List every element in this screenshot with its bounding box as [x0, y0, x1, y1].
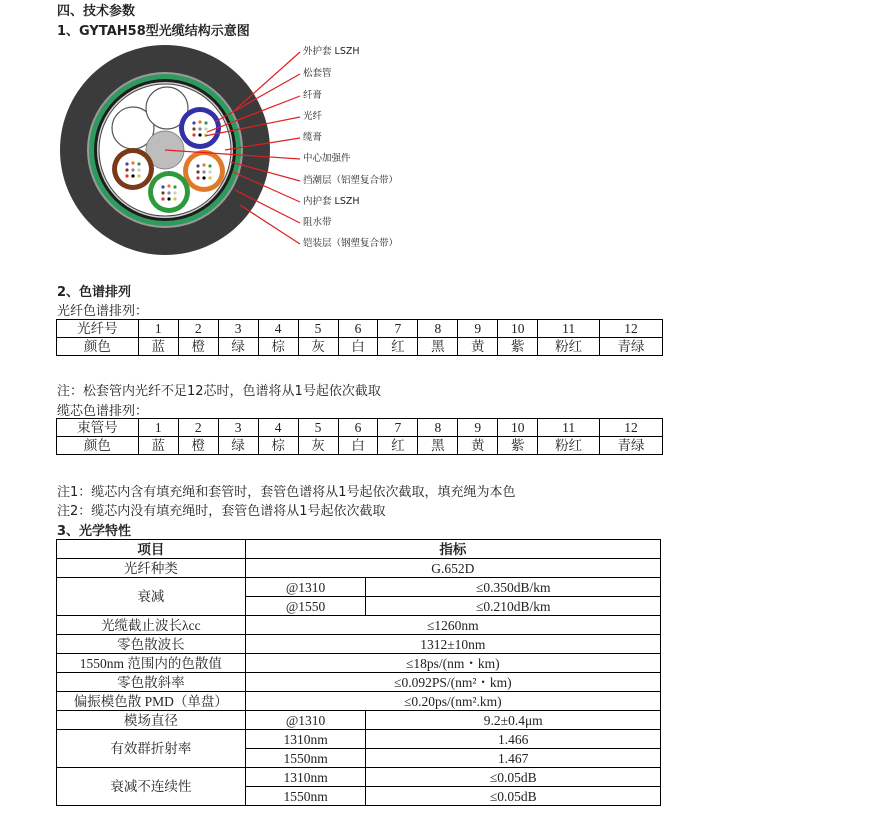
cell: 1: [138, 419, 178, 437]
row-value: ≤0.210dB/km: [366, 597, 661, 616]
table-row: [57, 559, 661, 578]
optical-characteristics-table: [56, 539, 661, 806]
row-value: 1312±10nm: [245, 635, 660, 654]
table-row: [57, 635, 661, 654]
row-label: 零色散波长: [57, 635, 246, 654]
cell: 青绿: [600, 338, 663, 356]
tube-color-caption: 缆芯色谱排列：: [57, 404, 149, 419]
fiber-color-caption: 光纤色谱排列：: [57, 304, 149, 319]
label-fiber: 光纤: [303, 111, 323, 122]
cable-cross-section-diagram: [55, 40, 315, 265]
cell: 蓝: [138, 338, 178, 356]
note-2: 注2：缆芯内没有填充绳时，套管色谱将从1号起依次截取: [57, 504, 386, 519]
cell: 黄: [458, 338, 498, 356]
cell: 6: [338, 320, 378, 338]
cell: 橙: [178, 437, 218, 455]
row-value: ≤18ps/(nm・km): [245, 654, 660, 673]
row-value: ≤1260nm: [245, 616, 660, 635]
cell: 黄: [458, 437, 498, 455]
cell: 3: [218, 320, 258, 338]
row-label: 1550nm 范围内的色散值: [57, 654, 246, 673]
row-value: ≤0.05dB: [366, 787, 661, 806]
row-condition: @1550: [245, 597, 366, 616]
cell: 灰: [298, 338, 338, 356]
header-item: 项目: [57, 540, 246, 559]
cell: 白: [338, 338, 378, 356]
cell: 9: [458, 419, 498, 437]
cell: 粉红: [538, 437, 600, 455]
fiber-note: 注：松套管内光纤不足12芯时，色谱将从1号起依次截取: [57, 384, 381, 399]
cell: 绿: [218, 437, 258, 455]
row-head: 颜色: [57, 437, 139, 455]
cell: 11: [538, 320, 600, 338]
cell: 粉红: [538, 338, 600, 356]
cell: 7: [378, 419, 418, 437]
row-condition: @1310: [245, 578, 366, 597]
cell: 4: [258, 419, 298, 437]
cell: 绿: [218, 338, 258, 356]
cell: 黑: [418, 338, 458, 356]
row-label: 光缆截止波长λcc: [57, 616, 246, 635]
header-index: 指标: [245, 540, 660, 559]
row-label: 偏振模色散 PMD（单盘）: [57, 692, 246, 711]
cell: 3: [218, 419, 258, 437]
label-strength-member: 中心加强件: [303, 153, 351, 164]
row-condition: 1310nm: [245, 768, 366, 787]
row-value: ≤0.20ps/(nm².km): [245, 692, 660, 711]
header-row: [57, 540, 661, 559]
cell: 4: [258, 320, 298, 338]
row-value: ≤0.05dB: [366, 768, 661, 787]
row-value: 1.466: [366, 730, 661, 749]
cell: 6: [338, 419, 378, 437]
table-row: [57, 673, 661, 692]
row-condition: 1310nm: [245, 730, 366, 749]
row-label: 零色散斜率: [57, 673, 246, 692]
cell: 10: [498, 419, 538, 437]
cell: 蓝: [138, 437, 178, 455]
table-row: [57, 578, 661, 597]
cell: 红: [378, 338, 418, 356]
cell: 紫: [498, 437, 538, 455]
row-condition: @1310: [245, 711, 366, 730]
cell: 9: [458, 320, 498, 338]
table-row: [57, 730, 661, 749]
row-label: 光纤种类: [57, 559, 246, 578]
label-outer-sheath: 外护套 LSZH: [303, 46, 360, 57]
cell: 2: [178, 419, 218, 437]
row-value: 1.467: [366, 749, 661, 768]
fiber-color-row: [57, 338, 663, 356]
tube-color-row: [57, 437, 663, 455]
tube-color-table: [56, 418, 663, 455]
label-cable-gel: 缆膏: [303, 132, 323, 143]
cell: 棕: [258, 437, 298, 455]
fiber-color-table: [56, 319, 663, 356]
cell: 5: [298, 419, 338, 437]
cell: 橙: [178, 338, 218, 356]
table-row: [57, 616, 661, 635]
cell: 棕: [258, 338, 298, 356]
row-label: 有效群折射率: [57, 730, 246, 768]
row-head: 束管号: [57, 419, 139, 437]
color-section-title: 2、色谱排列: [57, 285, 132, 300]
row-label: 模场直径: [57, 711, 246, 730]
cell: 11: [538, 419, 600, 437]
note-1: 注1：缆芯内含有填充绳和套管时，套管色谱将从1号起依次截取，填充绳为本色: [57, 485, 516, 500]
table-row: [57, 711, 661, 730]
row-value: ≤0.350dB/km: [366, 578, 661, 597]
row-head: 颜色: [57, 338, 139, 356]
cell: 10: [498, 320, 538, 338]
optical-title: 3、光学特性: [57, 524, 132, 539]
row-condition: 1550nm: [245, 787, 366, 806]
diagram-title: 1、GYTAH58型光缆结构示意图: [57, 24, 250, 39]
row-value: ≤0.092PS/(nm²・km): [245, 673, 660, 692]
cell: 红: [378, 437, 418, 455]
row-value: G.652D: [245, 559, 660, 578]
table-row: [57, 654, 661, 673]
fiber-number-row: [57, 320, 663, 338]
row-value: 9.2±0.4μm: [366, 711, 661, 730]
cell: 1: [138, 320, 178, 338]
cell: 12: [600, 419, 663, 437]
cell: 5: [298, 320, 338, 338]
table-row: [57, 768, 661, 787]
cell: 灰: [298, 437, 338, 455]
row-head: 光纤号: [57, 320, 139, 338]
cell: 青绿: [600, 437, 663, 455]
cell: 12: [600, 320, 663, 338]
cell: 8: [418, 320, 458, 338]
label-loose-tube: 松套管: [303, 68, 332, 79]
row-label: 衰减不连续性: [57, 768, 246, 806]
label-water-blocking-tape: 阻水带: [303, 217, 332, 228]
label-armor: 铠装层（钢塑复合带）: [303, 238, 399, 249]
cell: 7: [378, 320, 418, 338]
row-condition: 1550nm: [245, 749, 366, 768]
cell: 2: [178, 320, 218, 338]
cell: 黑: [418, 437, 458, 455]
cell: 8: [418, 419, 458, 437]
tube-number-row: [57, 419, 663, 437]
label-inner-sheath: 内护套 LSZH: [303, 196, 360, 207]
cell: 紫: [498, 338, 538, 356]
section-title: 四、技术参数: [57, 4, 136, 19]
table-row: [57, 692, 661, 711]
label-moisture-barrier: 挡潮层（铝塑复合带）: [303, 175, 399, 186]
row-label: 衰减: [57, 578, 246, 616]
cell: 白: [338, 437, 378, 455]
label-fiber-gel: 纤膏: [303, 90, 323, 101]
